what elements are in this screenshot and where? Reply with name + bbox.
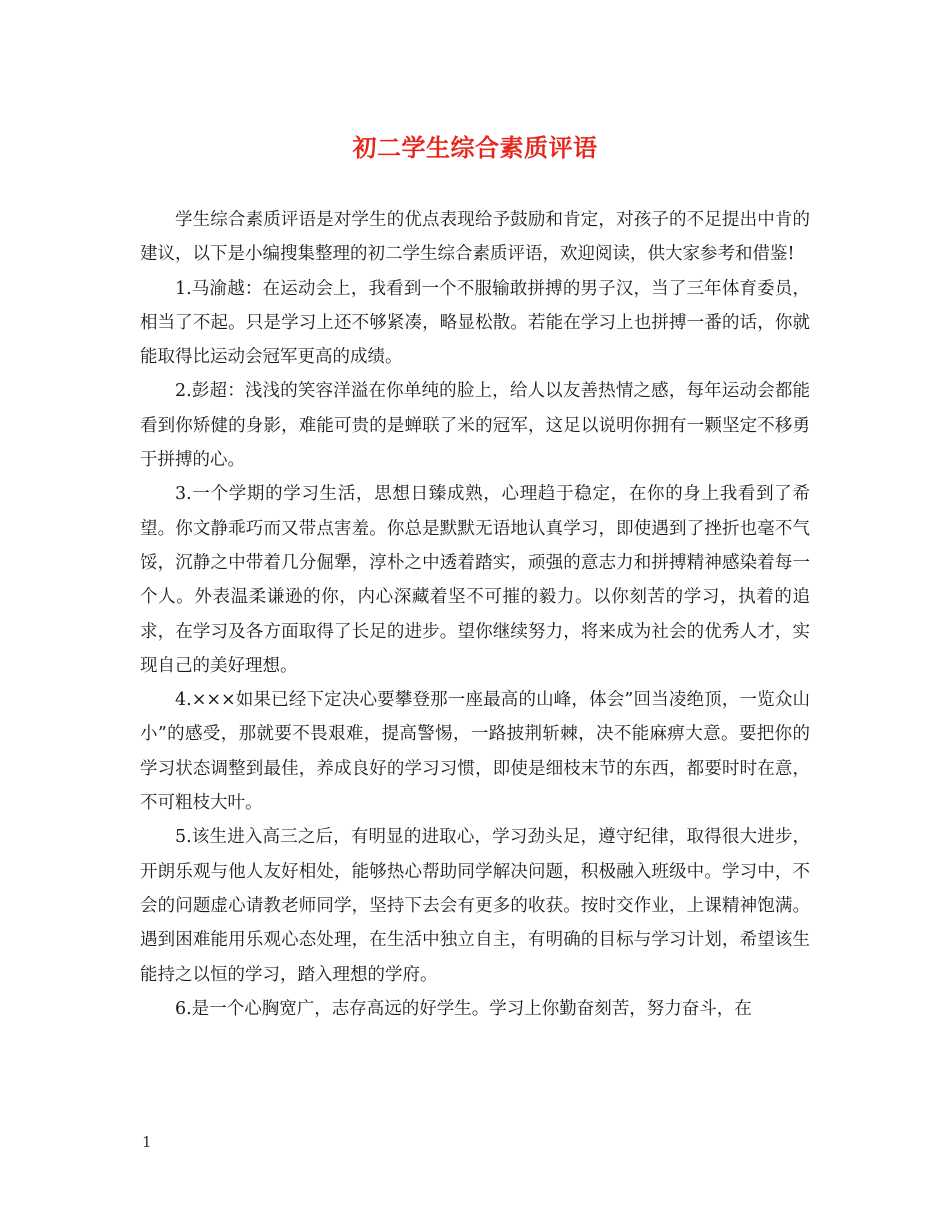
comment-paragraph-4: 4.×××如果已经下定决心要攀登那一座最高的山峰，体会”回当凌绝顶，一览众山小”的感受，那就要不畏艰难，提高警惕，一路披荆斩棘，决不能麻痹大意。要把你的学习状态调整到最佳，养成良好的学习习惯，即使是细枝末节的东西，都要时时在意，不可粗枝大叶。 bbox=[140, 690, 810, 814]
comment-paragraph-2: 2.彭超：浅浅的笑容洋溢在你单纯的脸上，给人以友善热情之感，每年运动会都能看到你矫健的身影，难能可贵的是蝉联了米的冠军，这足以说明你拥有一颗坚定不移勇于拼搏的心。 bbox=[140, 381, 810, 471]
comment-paragraph-6: 6.是一个心胸宽广，志存高远的好学生。学习上你勤奋刻苦，努力奋斗，在 bbox=[175, 998, 752, 1019]
page-title: 初二学生综合素质评语 bbox=[352, 133, 598, 162]
document-body bbox=[140, 203, 810, 1026]
comment-paragraph-5: 5.该生进入高三之后，有明显的进取心，学习劲头足，遵守纪律，取得很大进步，开朗乐观与他人友好相处，能够热心帮助同学解决问题，积极融入班级中。学习中，不会的问题虚心请教老师同学，坚持下去会有更多的收获。按时交作业，上课精神饱满。遇到困难能用乐观心态处理，在生活中独立自主，有明确的目标与学习计划，希望该生能持之以恒的学习，踏入理想的学府。 bbox=[140, 827, 810, 985]
intro-paragraph: 学生综合素质评语是对学生的优点表现给予鼓励和肯定，对孩子的不足提出中肯的建议，以下是小编搜集整理的初二学生综合素质评语，欢迎阅读，供大家参考和借鉴! bbox=[140, 210, 810, 265]
comment-paragraph-3: 3.一个学期的学习生活，思想日臻成熟，心理趋于稳定，在你的身上我看到了希望。你文静乖巧而又带点害羞。你总是默默无语地认真学习，即使遇到了挫折也毫不气馁，沉静之中带着几分倔犟，淳朴之中透着踏实，顽强的意志力和拼搏精神感染着每一个人。外表温柔谦逊的你，内心深藏着坚不可摧的毅力。以你刻苦的学习，执着的追求，在学习及各方面取得了长足的进步。望你继续努力，将来成为社会的优秀人才，实现自己的美好理想。 bbox=[140, 484, 810, 676]
comment-paragraph-1: 1.马渝越：在运动会上，我看到一个不服输敢拼搏的男子汉，当了三年体育委员，相当了不起。只是学习上还不够紧凑，略显松散。若能在学习上也拼搏一番的话，你就能取得比运动会冠军更高的成绩。 bbox=[140, 278, 810, 368]
page-number: 1 bbox=[142, 1133, 152, 1151]
